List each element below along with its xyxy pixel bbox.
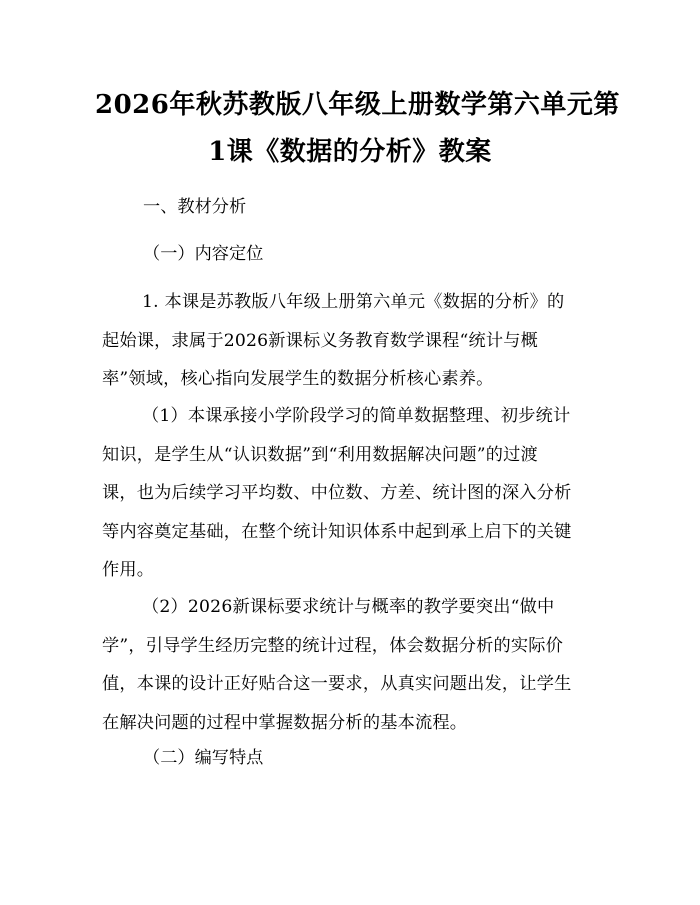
subsection-heading-writing-features: （二）编写特点 bbox=[143, 748, 264, 768]
title-line-2: 1课《数据的分析》教案 bbox=[208, 137, 492, 167]
document-title bbox=[95, 82, 620, 176]
paragraph-1 bbox=[102, 283, 598, 399]
paragraph-2-line-3: 课，也为后续学习平均数、中位数、方差、统计图的深入分析 bbox=[102, 483, 572, 504]
paragraph-3-line-2: 学”，引导学生经历完整的统计过程，体会数据分析的实际价 bbox=[102, 635, 564, 656]
paragraph-2-line-4: 等内容奠定基础，在整个统计知识体系中起到承上启下的关键 bbox=[102, 521, 572, 542]
paragraph-1-line-1: 1. 本课是苏教版八年级上册第六单元《数据的分析》的 bbox=[142, 292, 565, 312]
paragraph-3-line-1: （2）2026新课标要求统计与概率的教学要突出“做中 bbox=[142, 597, 555, 617]
paragraph-1-line-3: 率”领域，核心指向发展学生的数据分析核心素养。 bbox=[102, 369, 494, 390]
title-line-1: 2026年秋苏教版八年级上册数学第六单元第 bbox=[95, 90, 620, 120]
paragraph-2-line-5: 作用。 bbox=[102, 560, 155, 581]
paragraph-2-line-2: 知识，是学生从“认识数据”到“利用数据解决问题”的过渡 bbox=[102, 444, 538, 465]
paragraph-2 bbox=[102, 397, 598, 590]
paragraph-3-line-3: 值，本课的设计正好贴合这一要求，从真实问题出发，让学生 bbox=[102, 674, 572, 695]
paragraph-2-line-1: （1）本课承接小学阶段学习的简单数据整理、初步统计 bbox=[142, 406, 571, 426]
subsection-heading-content-position: （一）内容定位 bbox=[143, 244, 264, 264]
section-heading-textbook-analysis: 一、教材分析 bbox=[143, 197, 247, 217]
paragraph-1-line-2: 起始课，隶属于2026新课标义务教育数学课程“统计与概 bbox=[102, 330, 539, 351]
paragraph-3-line-4: 在解决问题的过程中掌握数据分析的基本流程。 bbox=[102, 712, 468, 733]
paragraph-3 bbox=[102, 588, 598, 742]
